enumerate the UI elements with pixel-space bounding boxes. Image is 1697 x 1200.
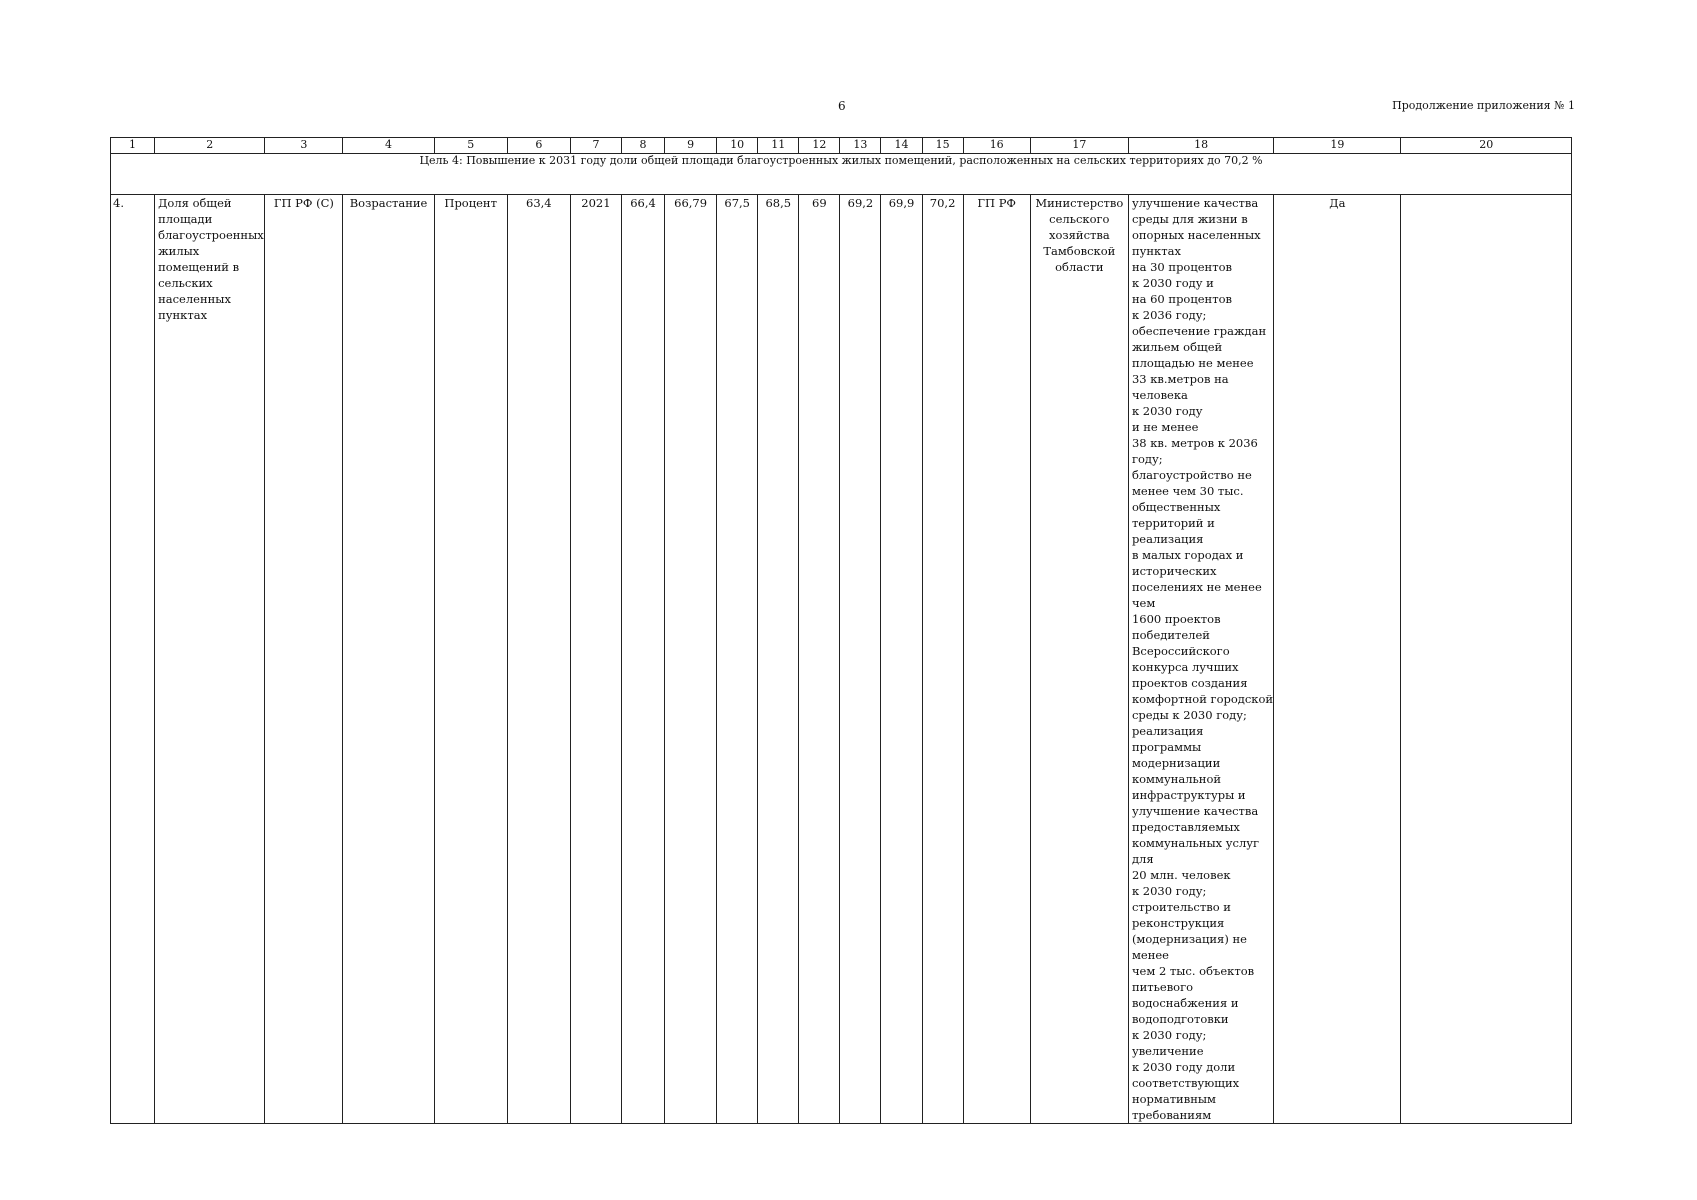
document-basis: ГП РФ — [963, 195, 1030, 1124]
column-number: 9 — [665, 138, 717, 154]
national-goal-link: улучшение качества среды для жизни в опорных населенных пунктах на 30 процентов к 2030 году и на 60 процентов к 2036 году; обеспечение граждан жильем общей площадью не менее 33 кв.метров на человека к 2030 году и не менее 38 кв. метров к 2036 году; благоустройство не менее чем 30 тыс. общественных территорий и реализация в малых городах и исторических поселениях не менее чем 1600 проектов победителей Всероссийского конкурса лучших проектов создания комфортной городской среды к 2030 году; реализация программы модернизации коммунальной инфраструктуры и улучшение качества предоставляемых коммунальных услуг для 20 млн. человек к 2030 году; строительство и реконструкция (модернизация) не менее чем 2 тыс. объектов питьевого водоснабжения и водоподготовки к 2030 году; увеличение к 2030 году доли соответствующих нормативным требованиям — [1128, 195, 1273, 1124]
column-number: 13 — [840, 138, 881, 154]
column-number: 18 — [1128, 138, 1273, 154]
table-row — [111, 195, 1572, 1124]
unit-of-measure: Процент — [434, 195, 507, 1124]
row-number: 4. — [111, 195, 155, 1124]
flag-col-19: Да — [1274, 195, 1401, 1124]
column-number: 6 — [507, 138, 570, 154]
column-number: 15 — [922, 138, 963, 154]
column-number: 19 — [1274, 138, 1401, 154]
column-number: 10 — [717, 138, 758, 154]
column-number: 4 — [343, 138, 434, 154]
column-number: 17 — [1030, 138, 1128, 154]
column-number: 16 — [963, 138, 1030, 154]
column-number: 8 — [621, 138, 664, 154]
column-number: 11 — [758, 138, 799, 154]
page-number: 6 — [838, 99, 846, 113]
col-20 — [1401, 195, 1572, 1124]
column-number: 5 — [434, 138, 507, 154]
value-col-13: 69,2 — [840, 195, 881, 1124]
column-number: 2 — [155, 138, 265, 154]
column-number-row — [111, 138, 1572, 154]
appendix-continuation-label: Продолжение приложения № 1 — [1392, 99, 1575, 112]
indicator-trend: Возрастание — [343, 195, 434, 1124]
column-number: 3 — [265, 138, 343, 154]
value-col-12: 69 — [799, 195, 840, 1124]
responsible-body: Министерство сельского хозяйства Тамбовской области — [1030, 195, 1128, 1124]
value-col-15: 70,2 — [922, 195, 963, 1124]
column-number: 12 — [799, 138, 840, 154]
base-value: 63,4 — [507, 195, 570, 1124]
column-number: 20 — [1401, 138, 1572, 154]
column-number: 14 — [881, 138, 922, 154]
indicator-table — [110, 137, 1572, 1124]
goal-text: Цель 4: Повышение к 2031 году доли общей площади благоустроенных жилых помещений, расположенных на сельских территориях до 70,2 % — [111, 154, 1572, 195]
indicator-level: ГП РФ (С) — [265, 195, 343, 1124]
value-col-11: 68,5 — [758, 195, 799, 1124]
value-col-14: 69,9 — [881, 195, 922, 1124]
indicator-name: Доля общей площади благоустроенных жилых помещений в сельских населенных пунктах — [155, 195, 265, 1124]
base-year: 2021 — [570, 195, 621, 1124]
value-col-9: 66,79 — [665, 195, 717, 1124]
column-number: 7 — [570, 138, 621, 154]
value-col-8: 66,4 — [621, 195, 664, 1124]
value-col-10: 67,5 — [717, 195, 758, 1124]
column-number: 1 — [111, 138, 155, 154]
goal-row — [111, 154, 1572, 195]
